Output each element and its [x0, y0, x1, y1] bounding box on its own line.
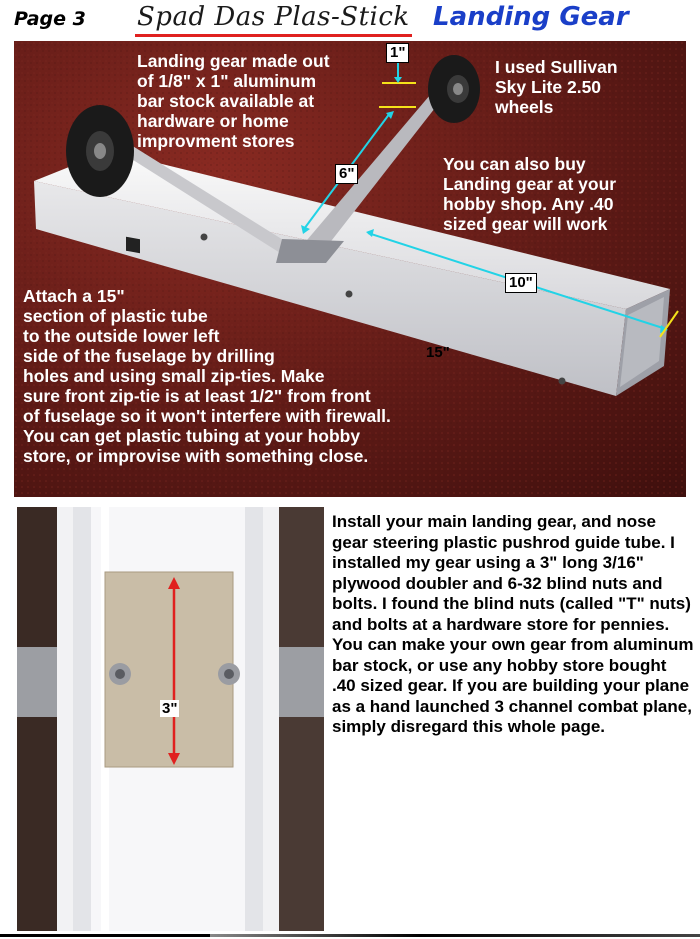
buy-gear-note: You can also buy Landing gear at your hobby shop. Any .40 sized gear will work — [443, 154, 617, 234]
page-header — [0, 0, 700, 44]
dimension-15-inch: 15" — [426, 344, 450, 361]
dimension-6-inch: 6" — [335, 164, 358, 184]
gear-material-note: Landing gear made out of 1/8" x 1" aluminum bar stock available at hardware or home improvment stores — [137, 51, 330, 151]
section-title: Landing Gear — [433, 2, 629, 32]
dimension-10-inch: 10" — [505, 273, 537, 293]
dimension-3-inch: 3" — [162, 700, 178, 717]
wheels-note: I used Sullivan Sky Lite 2.50 wheels — [495, 57, 618, 117]
landing-gear-photo — [14, 41, 686, 497]
document-title: Spad Das Plas-Stick — [135, 0, 412, 37]
install-instructions: Install your main landing gear, and nose gear steering plastic pushrod guide tube. I installed my gear using a 3" long 3/16" plywood doubler and 6-32 blind nuts and bolts. I found the blind nuts (called "T" nuts) and bolts at a hardware store for pennies. You can make your own gear from aluminum bar stock, or use any hobby store bought .40 sized gear. If you are building your plane as a hand launched 3 channel combat plane, simply disregard this whole page. — [332, 512, 694, 736]
dimension-1-inch: 1" — [386, 43, 409, 63]
bottom-divider — [0, 934, 700, 937]
plywood-doubler-photo — [17, 507, 324, 931]
page-number: Page 3 — [14, 8, 86, 30]
doubler-illustration — [17, 507, 324, 931]
plastic-tube-note: Attach a 15" section of plastic tube to the outside lower left side of the fuselage by drilling holes and using small zip-ties. Make sure front zip-tie is at least 1/2" from front of fuselage so it won't interfere with firewall. You can get plastic tubing at your hobby store, or improvise with something close. — [23, 286, 391, 466]
